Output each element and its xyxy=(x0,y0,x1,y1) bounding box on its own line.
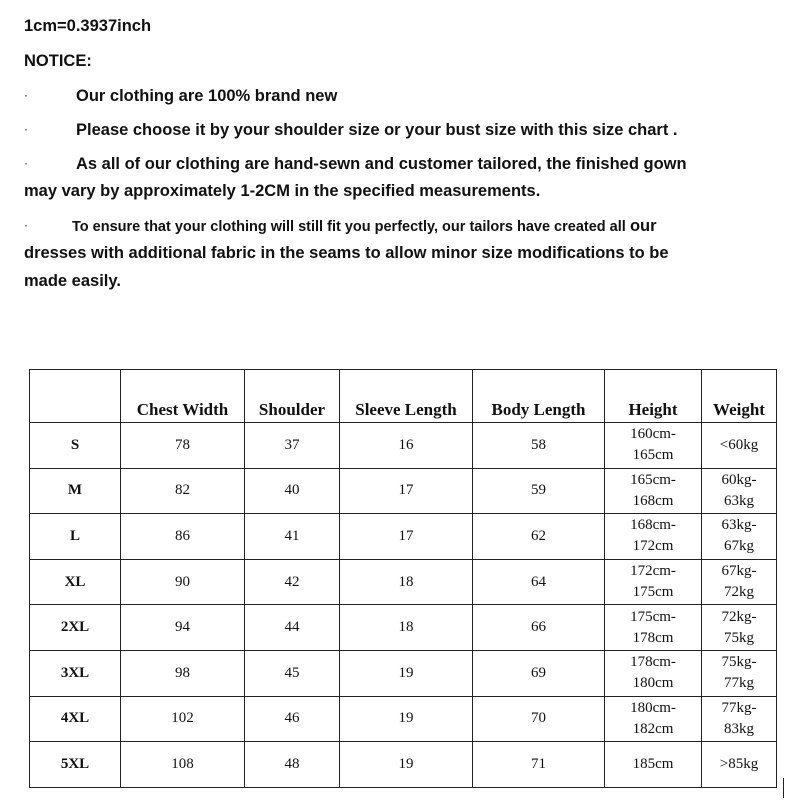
height-from: 168cm- xyxy=(630,517,676,534)
weight-from: 75kg- xyxy=(721,654,757,671)
cell-height xyxy=(605,605,702,651)
header-chest-width: Chest Width xyxy=(121,370,245,423)
cell-weight xyxy=(702,423,777,469)
height-to: 180cm xyxy=(632,675,674,692)
notice-text xyxy=(72,217,657,236)
notice-text-end: our xyxy=(629,217,657,235)
notice-text-cont: dresses with additional fabric in the seams to allow minor size modifications to be xyxy=(24,244,669,262)
weight-from: <60kg xyxy=(719,436,759,453)
header-size xyxy=(30,370,121,423)
height-from: 175cm- xyxy=(630,608,676,625)
weight-to: 63kg xyxy=(724,492,754,509)
weight-from: 72kg- xyxy=(721,608,757,625)
weight-from: >85kg xyxy=(719,755,759,772)
cell-shoulder: 45 xyxy=(245,650,340,696)
notice-text-small: To ensure that your clothing will still fit you perfectly, our tailors have created all xyxy=(72,219,626,235)
weight-to: 75kg xyxy=(724,629,754,646)
cell-shoulder: 46 xyxy=(245,696,340,742)
height-from: 180cm- xyxy=(630,699,676,716)
cell-body: 59 xyxy=(473,468,605,514)
height-from: 165cm- xyxy=(630,471,676,488)
cell-body: 70 xyxy=(473,696,605,742)
bullet-icon: · xyxy=(24,88,28,102)
header-body-length: Body Length xyxy=(473,370,605,423)
cell-weight xyxy=(702,514,777,560)
cell-shoulder: 41 xyxy=(245,514,340,560)
weight-from: 60kg- xyxy=(721,471,757,488)
cell-chest: 78 xyxy=(121,423,245,469)
cell-weight xyxy=(702,468,777,514)
cell-size: S xyxy=(30,423,121,469)
notice-heading: NOTICE: xyxy=(24,52,92,70)
cell-weight xyxy=(702,742,777,788)
cell-shoulder: 40 xyxy=(245,468,340,514)
table-row xyxy=(30,423,777,469)
cell-weight xyxy=(702,696,777,742)
cell-height xyxy=(605,514,702,560)
notice-text-cont: made easily. xyxy=(24,272,121,290)
cell-chest: 94 xyxy=(121,605,245,651)
weight-to: 77kg xyxy=(724,675,754,692)
header-shoulder: Shoulder xyxy=(245,370,340,423)
cell-size: 4XL xyxy=(30,696,121,742)
cell-sleeve: 19 xyxy=(340,650,473,696)
weight-from: 63kg- xyxy=(721,517,757,534)
cell-body: 69 xyxy=(473,650,605,696)
cell-shoulder: 37 xyxy=(245,423,340,469)
weight-to: 67kg xyxy=(724,538,754,555)
bullet-icon: · xyxy=(24,156,28,170)
cell-weight xyxy=(702,605,777,651)
cell-chest: 86 xyxy=(121,514,245,560)
size-chart-table xyxy=(29,369,777,788)
cell-height xyxy=(605,696,702,742)
table-row xyxy=(30,514,777,560)
cell-sleeve: 19 xyxy=(340,696,473,742)
cell-sleeve: 17 xyxy=(340,514,473,560)
cell-body: 58 xyxy=(473,423,605,469)
cell-body: 64 xyxy=(473,559,605,605)
cell-height xyxy=(605,423,702,469)
cell-weight xyxy=(702,559,777,605)
cell-body: 62 xyxy=(473,514,605,560)
cell-chest: 82 xyxy=(121,468,245,514)
cell-size: M xyxy=(30,468,121,514)
cell-body: 66 xyxy=(473,605,605,651)
table-row xyxy=(30,650,777,696)
cell-shoulder: 44 xyxy=(245,605,340,651)
height-to: 168cm xyxy=(632,492,674,509)
cell-chest: 90 xyxy=(121,559,245,605)
weight-to: 83kg xyxy=(724,720,754,737)
cell-sleeve: 17 xyxy=(340,468,473,514)
table-row xyxy=(30,468,777,514)
cell-chest: 102 xyxy=(121,696,245,742)
weight-to: 72kg xyxy=(724,584,754,601)
height-from: 178cm- xyxy=(630,654,676,671)
height-to: 182cm xyxy=(632,720,674,737)
table-row xyxy=(30,559,777,605)
height-from: 185cm xyxy=(632,755,674,772)
weight-from: 77kg- xyxy=(721,699,757,716)
cell-sleeve: 18 xyxy=(340,559,473,605)
cell-chest: 108 xyxy=(121,742,245,788)
text-cursor xyxy=(783,778,784,798)
weight-from: 67kg- xyxy=(721,563,757,580)
cell-height xyxy=(605,650,702,696)
height-to: 175cm xyxy=(632,584,674,601)
bullet-icon: · xyxy=(24,218,28,232)
unit-conversion: 1cm=0.3937inch xyxy=(24,17,152,35)
height-to: 172cm xyxy=(632,538,674,555)
notice-text: Please choose it by your shoulder size or your bust size with this size chart . xyxy=(76,121,678,139)
height-from: 160cm- xyxy=(630,426,676,443)
cell-body: 71 xyxy=(473,742,605,788)
bullet-icon: · xyxy=(24,122,28,136)
table-row xyxy=(30,696,777,742)
cell-size: 2XL xyxy=(30,605,121,651)
cell-weight xyxy=(702,650,777,696)
table-header-row xyxy=(30,370,777,423)
height-to: 178cm xyxy=(632,629,674,646)
table-row xyxy=(30,742,777,788)
cell-shoulder: 48 xyxy=(245,742,340,788)
cell-height xyxy=(605,742,702,788)
cell-sleeve: 19 xyxy=(340,742,473,788)
cell-size: XL xyxy=(30,559,121,605)
notice-text-cont: may vary by approximately 1-2CM in the specified measurements. xyxy=(24,182,541,200)
cell-height xyxy=(605,468,702,514)
notice-text: Our clothing are 100% brand new xyxy=(76,87,338,105)
cell-chest: 98 xyxy=(121,650,245,696)
cell-sleeve: 18 xyxy=(340,605,473,651)
cell-size: L xyxy=(30,514,121,560)
header-sleeve-length: Sleeve Length xyxy=(340,370,473,423)
header-height: Height xyxy=(605,370,702,423)
height-to: 165cm xyxy=(632,447,674,464)
cell-height xyxy=(605,559,702,605)
cell-size: 5XL xyxy=(30,742,121,788)
cell-size: 3XL xyxy=(30,650,121,696)
notice-text: As all of our clothing are hand-sewn and customer tailored, the finished gown xyxy=(76,155,687,173)
cell-shoulder: 42 xyxy=(245,559,340,605)
header-weight: Weight xyxy=(702,370,777,423)
height-from: 172cm- xyxy=(630,563,676,580)
table-row xyxy=(30,605,777,651)
cell-sleeve: 16 xyxy=(340,423,473,469)
